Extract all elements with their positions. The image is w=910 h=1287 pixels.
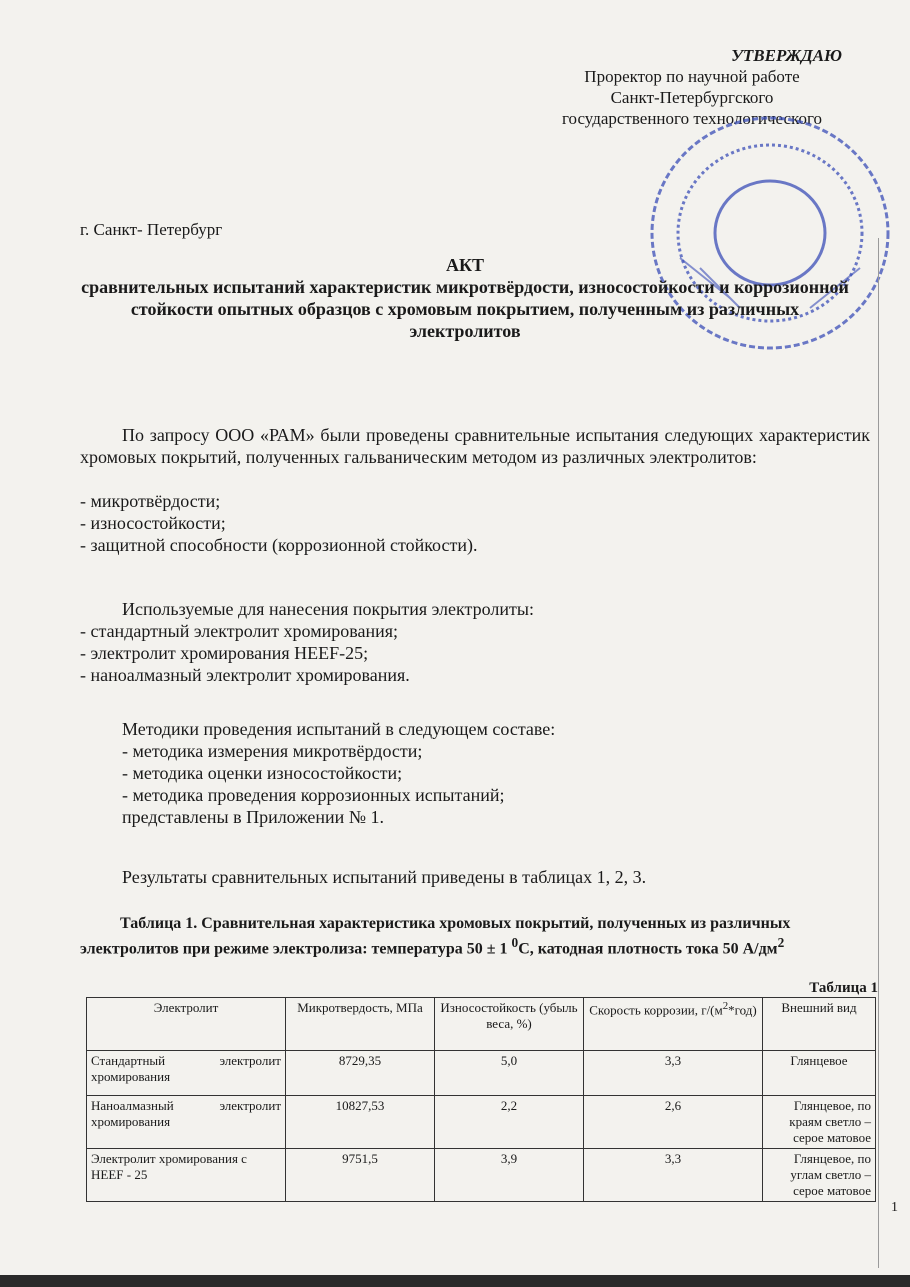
- list-item: - методика проведения коррозионных испытаний;: [122, 785, 505, 805]
- intro-paragraph: По запросу ООО «РАМ» были проведены сравнительные испытания следующих характеристик хромовых покрытий, полученных гальваническим методом из различных электролитов:: [80, 425, 870, 467]
- results-text: Результаты сравнительных испытаний приведены в таблицах 1, 2, 3.: [122, 867, 647, 887]
- table-header-row: [87, 998, 876, 1051]
- methods-heading: Методики проведения испытаний в следующем составе:: [122, 719, 556, 739]
- cell-appearance: Глянцевое, по краям светло – серое матовое: [763, 1096, 876, 1149]
- cell-corrosion: 3,3: [584, 1149, 763, 1202]
- list-item: - микротвёрдости;: [80, 491, 221, 511]
- caption-sup-area: 2: [777, 935, 785, 950]
- cell-electrolyte: Наноалмазный электролит хромирования: [87, 1096, 286, 1149]
- list-item: - методика оценки износостойкости;: [122, 763, 403, 783]
- list-item: - стандартный электролит хромирования;: [80, 621, 399, 641]
- cell-hardness: 8729,35: [286, 1051, 435, 1096]
- table-caption: [80, 914, 880, 958]
- approval-line-2: Санкт-Петербургского: [610, 88, 774, 107]
- methods-footer: представлены в Приложении № 1.: [122, 807, 384, 827]
- electrolytes-heading: Используемые для нанесения покрытия электролиты:: [122, 599, 534, 619]
- approval-line-3: государственного технологического: [561, 109, 823, 128]
- cell-wear: 5,0: [435, 1051, 584, 1096]
- table-row: [87, 1096, 876, 1149]
- cell-hardness: 10827,53: [286, 1096, 435, 1149]
- characteristics-list: [80, 490, 478, 556]
- cell-appearance: Глянцевое, по углам светло – серое матовое: [763, 1149, 876, 1202]
- caption-mid: С, катодная плотность тока 50 А/дм: [518, 940, 778, 958]
- approval-title: УТВЕРЖДАЮ: [731, 46, 842, 65]
- list-item: - наноалмазный электролит хромирования.: [80, 665, 410, 685]
- document-title: [80, 254, 850, 342]
- cell-corrosion: 2,6: [584, 1096, 763, 1149]
- table-row: [87, 1149, 876, 1202]
- cell-wear: 2,2: [435, 1096, 584, 1149]
- city: г. Санкт- Петербург: [80, 220, 223, 239]
- cell-electrolyte: Стандартный электролит хромирования: [87, 1051, 286, 1096]
- scan-edge-line: [878, 238, 879, 1268]
- caption-main: Таблица 1. Сравнительная характеристика хромовых покрытий, полученных из различных электролитов при режиме электролиза: температура 50 ± 1: [80, 915, 791, 958]
- caption-sup-degree: 0: [511, 935, 519, 950]
- cell-wear: 3,9: [435, 1149, 584, 1202]
- title-subject: сравнительных испытаний характеристик микротвёрдости, износостойкости и коррозионной стойкости опытных образцов с хромовым покрытием, полученным из различных электролитов: [81, 277, 849, 341]
- cell-corrosion: 3,3: [584, 1051, 763, 1096]
- header-wear: Износостойкость (убыль веса, %): [435, 998, 584, 1051]
- header-appearance: Внешний вид: [763, 998, 876, 1051]
- cell-hardness: 9751,5: [286, 1149, 435, 1202]
- cell-appearance: Глянцевое: [763, 1051, 876, 1096]
- list-item: - защитной способности (коррозионной стойкости).: [80, 535, 478, 555]
- cell-electrolyte: Электролит хромирования с HEEF - 25: [87, 1149, 286, 1202]
- title-act: АКТ: [445, 255, 485, 275]
- page-number: 1: [891, 1200, 898, 1215]
- methods-section: [122, 718, 555, 828]
- header-corrosion: Скорость коррозии, $г/(м^2*год)$: [584, 998, 763, 1051]
- list-item: - методика измерения микротвёрдости;: [122, 741, 423, 761]
- scan-bottom-edge: [0, 1275, 910, 1287]
- list-item: - износостойкости;: [80, 513, 226, 533]
- table-label: Таблица 1: [809, 980, 878, 996]
- header-hardness: Микротвердость, МПа: [286, 998, 435, 1051]
- approval-line-1: Проректор по научной работе: [584, 67, 800, 86]
- table-row: [87, 1051, 876, 1096]
- results-table: [86, 997, 876, 1202]
- list-item: - электролит хромирования HEEF-25;: [80, 643, 369, 663]
- electrolytes-list: [80, 620, 410, 686]
- header-electrolyte: Электролит: [87, 998, 286, 1051]
